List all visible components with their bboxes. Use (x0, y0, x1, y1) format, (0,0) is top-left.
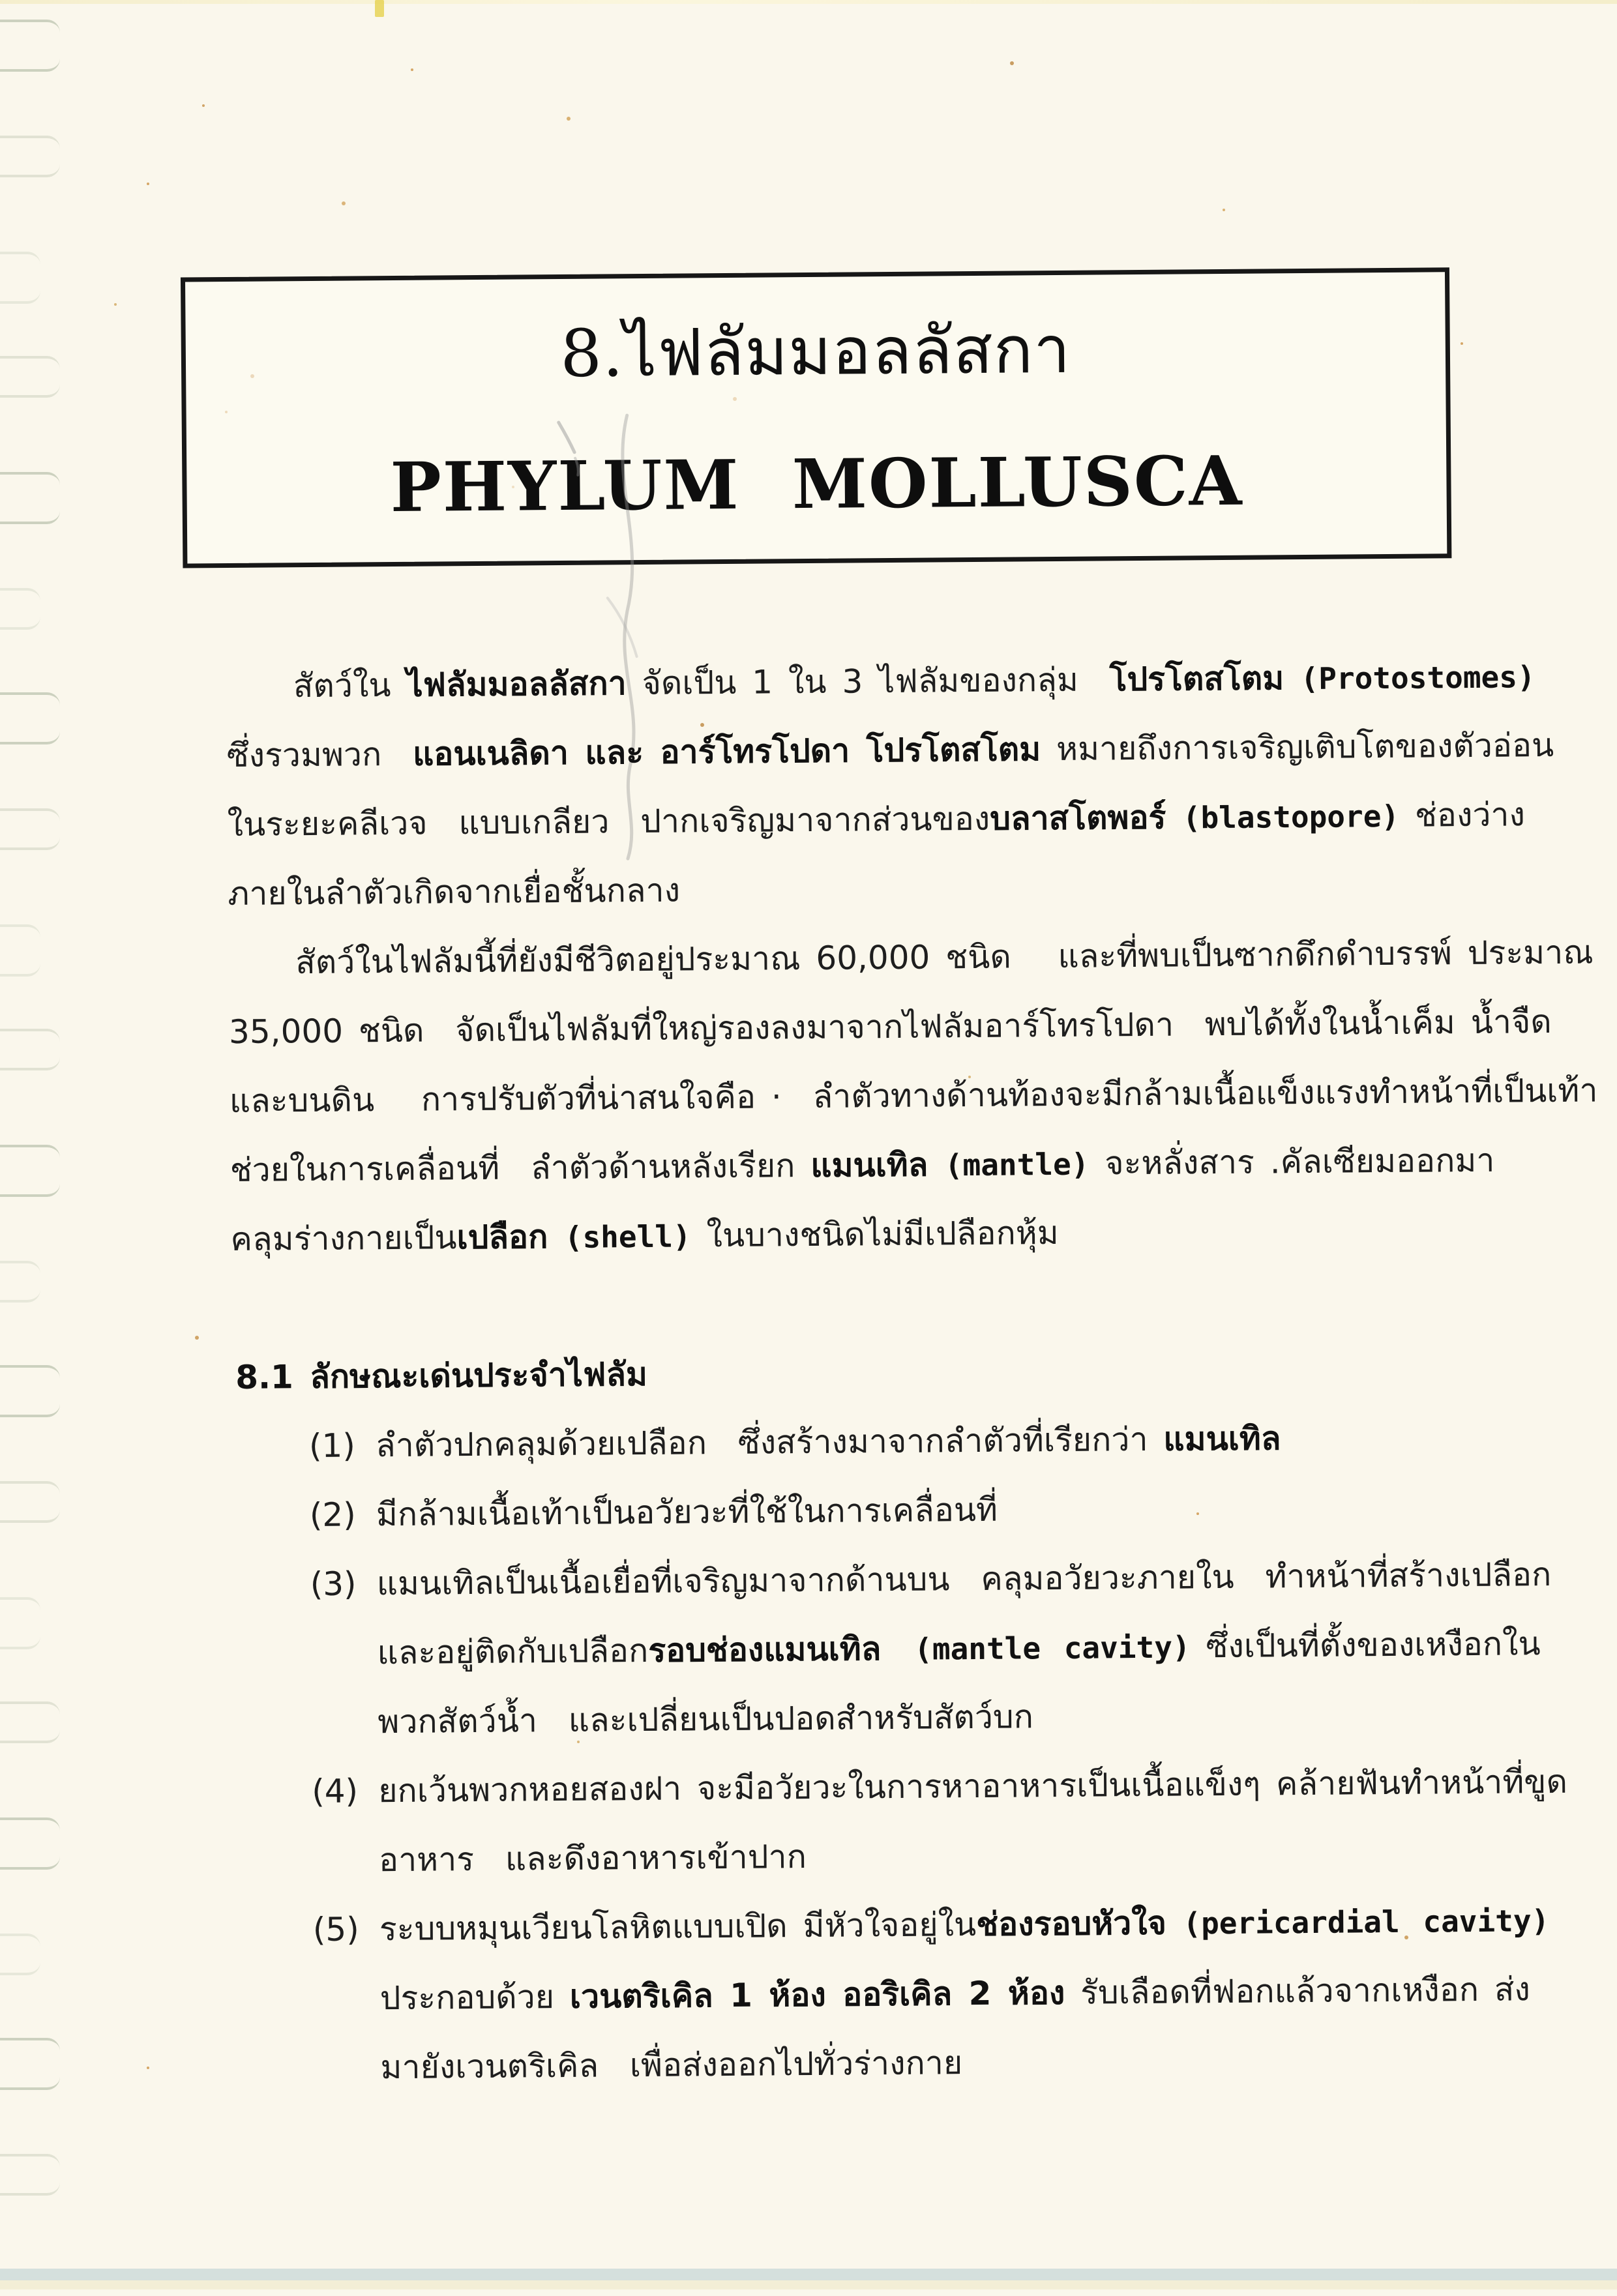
text-line: และบนดิน การปรับตัวที่น่าสนใจคือ · ลำตัวทางด้านท้องจะมีกล้ามเนื้อแข็งแรงทำหน้าที่เป็นเท้า (229, 1071, 1598, 1120)
text-line: (2) มีกล้ามเนื้อเท้าเป็นอวัยวะที่ใช้ในการเคลื่อนที่ (3, 1470, 1617, 1552)
scan-edge-bottom-strip (0, 2269, 1617, 2280)
text-line: (1) ลำตัวปกคลุมด้วยเปลือก ซึ่งสร้างมาจากลำตัวที่เรียกว่า แมนเทิล (3, 1401, 1617, 1482)
list-item-number: (5) (312, 1910, 359, 1949)
scan-edge-bottom-yellow (0, 2280, 1617, 2289)
document-body (0, 641, 1617, 2104)
text-line: (3) แมนเทิลเป็นเนื้อเยื่อที่เจริญมาจากด้านบน คลุมอวัยวะภายใน ทำหน้าที่สร้างเปลือก (3, 1539, 1617, 1621)
text-line: อาหาร และดึงอาหารเข้าปาก (378, 1838, 807, 1879)
chapter-title-latin: PHYLUM MOLLUSCA (390, 440, 1243, 528)
list-item-number: (3) (310, 1565, 357, 1604)
text-line: มายังเวนตริเคิล เพื่อส่งออกไปทั่วร่างกาย (380, 2044, 963, 2087)
text-line: (5) ระบบหมุนเวียนโลหิตแบบเปิด มีหัวใจอยู่ในช่องรอบหัวใจ (pericardial cavity) (6, 1885, 1617, 1966)
text-line: ภายในลำตัวเกิดจากเยื่อชั้นกลาง (228, 871, 681, 913)
section-heading: 8.1 ลักษณะเด่นประจำไฟลัม (235, 1355, 648, 1396)
list-item-number: (4) (311, 1772, 359, 1811)
text-line: 35,000 ชนิด จัดเป็นไฟลัมที่ใหญ่รองลงมาจากไฟลัมอาร์โทรโปดา พบได้ทั้งในน้ำเค็ม น้ำจืด (228, 1003, 1552, 1051)
text-line: และอยู่ติดกับเปลือกรอบช่องแมนเทิล (mantle cavity) ซึ่งเป็นที่ตั้งของเหงือกใน (377, 1625, 1541, 1672)
text-line: ช่วยในการเคลื่อนที่ ลำตัวด้านหลังเรียก แมนเทิล (mantle) จะหลั่งสาร .คัลเซียมออกมา (230, 1141, 1495, 1189)
chapter-title-thai: 8.ไฟลัมมอลลัสกา (559, 311, 1071, 392)
list-item-number: (2) (309, 1495, 356, 1535)
text-line: ซึ่งรวมพวก แอนเนลิดา และ อาร์โทรโปดา โปรโตสโตม หมายถึงการเจริญเติบโตของตัวอ่อน (226, 726, 1554, 774)
text-line: สัตว์ในไฟลัมนี้ที่ยังมีชีวิตอยู่ประมาณ 60,000 ชนิด และที่พบเป็นซากดึกดำบรรพ์ ประมาณ (295, 933, 1594, 982)
text-line: สัตว์ใน ไฟลัมมอลลัสกา จัดเป็น 1 ใน 3 ไฟลัมของกลุ่ม โปรโตสโตม (Protostomes) (293, 659, 1535, 705)
text-line: คลุมร่างกายเป็นเปลือก (shell) ในบางชนิดไม่มีเปลือกหุ้ม (230, 1213, 1059, 1258)
text-line: ประกอบด้วย เวนตริเคิล 1 ห้อง ออริเคิล 2 ห้อง รับเลือดที่ฟอกแล้วจากเหงือก ส่ง (379, 1970, 1531, 2018)
text-line: ในระยะคลีเวจ แบบเกลียว ปากเจริญมาจากส่วนของบลาสโตพอร์ (blastopore) ช่องว่าง (227, 795, 1526, 844)
chapter-title-box (181, 267, 1451, 568)
text-line: (4) ยกเว้นพวกหอยสองฝา จะมีอวัยวะในการหาอาหารเป็นเนื้อแข็งๆ คล้ายฟันทำหน้าที่ขูด (5, 1746, 1617, 1828)
text-line: พวกสัตว์น้ำ และเปลี่ยนเป็นปอดสำหรับสัตว์บก (378, 1698, 1034, 1741)
blank-line (1, 1263, 1617, 1344)
list-item-number: (1) (308, 1426, 356, 1465)
